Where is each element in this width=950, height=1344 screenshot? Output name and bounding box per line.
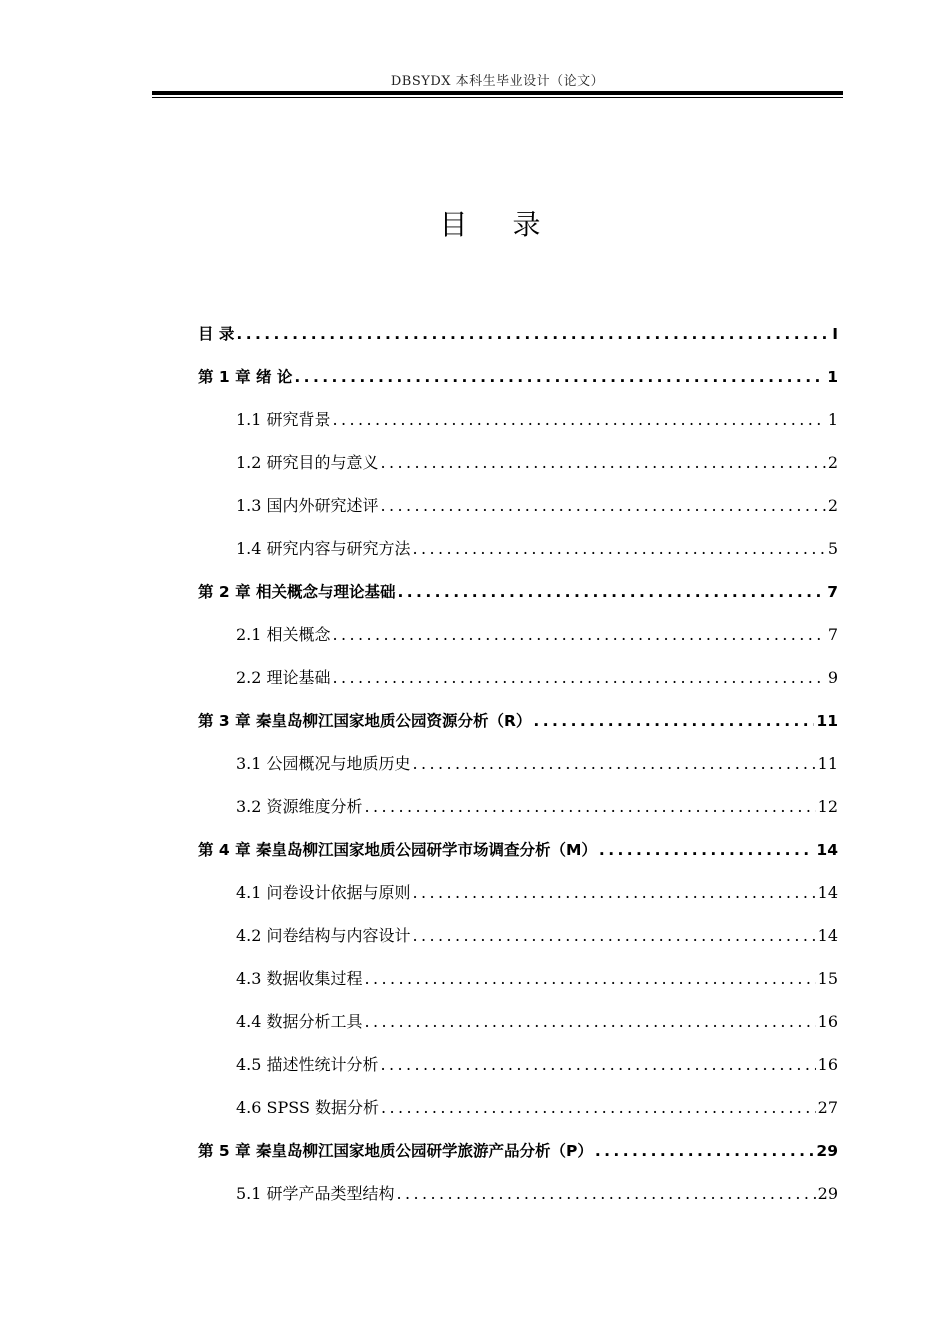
toc-entry[interactable]	[198, 924, 838, 967]
toc-dot-leader	[397, 580, 825, 604]
toc-list	[198, 322, 838, 1225]
toc-entry-label: 5.1 研学产品类型结构	[236, 1184, 395, 1203]
toc-dot-leader	[595, 1139, 815, 1163]
toc-entry[interactable]	[198, 537, 838, 580]
toc-entry[interactable]	[198, 752, 838, 795]
toc-entry-page: 1	[827, 368, 838, 386]
toc-entry-page: 12	[817, 797, 838, 816]
toc-entry-label: 4.6 SPSS 数据分析	[236, 1098, 379, 1117]
toc-dot-leader	[365, 967, 816, 991]
toc-entry[interactable]	[198, 494, 838, 537]
toc-entry[interactable]	[198, 623, 838, 666]
toc-dot-leader	[236, 322, 830, 346]
toc-entry-page: 29	[817, 1184, 838, 1203]
toc-entry[interactable]	[198, 451, 838, 494]
toc-entry-page: 9	[827, 668, 838, 687]
toc-entry-page: 11	[817, 754, 838, 773]
toc-entry[interactable]	[198, 795, 838, 838]
toc-title: 目 录	[439, 208, 559, 241]
toc-entry-label: 第 3 章 秦皇岛柳江国家地质公园资源分析（R）	[198, 712, 532, 730]
toc-entry[interactable]	[198, 1182, 838, 1225]
toc-dot-leader	[294, 365, 825, 389]
toc-entry-label: 2.2 理论基础	[236, 668, 331, 687]
toc-dot-leader	[599, 838, 815, 862]
toc-dot-leader	[397, 1182, 816, 1206]
toc-entry-label: 第 5 章 秦皇岛柳江国家地质公园研学旅游产品分析（P）	[198, 1142, 593, 1160]
toc-entry-page: 2	[827, 453, 838, 472]
toc-dot-leader	[365, 1010, 816, 1034]
toc-entry[interactable]	[198, 1139, 838, 1182]
toc-entry-page: 14	[817, 926, 838, 945]
toc-entry-label: 第 1 章 绪 论	[198, 368, 293, 386]
toc-entry-label: 4.1 问卷设计依据与原则	[236, 883, 411, 902]
toc-entry[interactable]	[198, 322, 838, 365]
toc-dot-leader	[333, 623, 826, 647]
toc-entry[interactable]	[198, 1053, 838, 1096]
toc-entry-page: 14	[816, 841, 838, 859]
toc-entry-label: 1.4 研究内容与研究方法	[236, 539, 411, 558]
toc-entry[interactable]	[198, 365, 838, 408]
toc-entry-page: 29	[816, 1142, 838, 1160]
toc-dot-leader	[413, 881, 816, 905]
toc-dot-leader	[413, 752, 816, 776]
toc-entry[interactable]	[198, 967, 838, 1010]
toc-entry-page: 7	[827, 583, 838, 601]
toc-entry[interactable]	[198, 1010, 838, 1053]
toc-entry-label: 1.1 研究背景	[236, 410, 331, 429]
toc-entry-label: 第 4 章 秦皇岛柳江国家地质公园研学市场调查分析（M）	[198, 841, 597, 859]
toc-entry-page: 5	[827, 539, 838, 558]
toc-dot-leader	[381, 494, 826, 518]
toc-entry-label: 3.1 公园概况与地质历史	[236, 754, 411, 773]
toc-entry-page: 27	[817, 1098, 838, 1117]
toc-dot-leader	[381, 1053, 816, 1077]
toc-entry-page: 11	[816, 712, 838, 730]
toc-entry[interactable]	[198, 709, 838, 752]
page-header: DBSYDX 本科生毕业设计（论文）	[390, 74, 605, 89]
toc-dot-leader	[413, 537, 826, 561]
toc-entry[interactable]	[198, 838, 838, 881]
header-rule-thin	[152, 97, 843, 98]
toc-entry-page: I	[832, 325, 838, 343]
toc-entry-label: 1.2 研究目的与意义	[236, 453, 379, 472]
toc-entry-label: 目 录	[198, 325, 235, 343]
toc-entry-label: 4.5 描述性统计分析	[236, 1055, 379, 1074]
toc-entry-label: 4.3 数据收集过程	[236, 969, 363, 988]
toc-entry-page: 7	[827, 625, 838, 644]
toc-entry-page: 14	[817, 883, 838, 902]
header-rule-thick	[152, 91, 843, 95]
toc-dot-leader	[365, 795, 816, 819]
toc-entry-label: 第 2 章 相关概念与理论基础	[198, 583, 396, 601]
toc-entry-label: 1.3 国内外研究述评	[236, 496, 379, 515]
toc-dot-leader	[381, 451, 826, 475]
toc-dot-leader	[413, 924, 816, 948]
toc-dot-leader	[533, 709, 814, 733]
toc-dot-leader	[333, 408, 826, 432]
toc-entry[interactable]	[198, 408, 838, 451]
toc-entry-label: 2.1 相关概念	[236, 625, 331, 644]
toc-entry-page: 1	[827, 410, 838, 429]
toc-entry-page: 2	[827, 496, 838, 515]
toc-entry[interactable]	[198, 1096, 838, 1139]
toc-entry[interactable]	[198, 881, 838, 924]
toc-entry[interactable]	[198, 666, 838, 709]
toc-dot-leader	[381, 1096, 816, 1120]
toc-entry[interactable]	[198, 580, 838, 623]
toc-entry-label: 4.2 问卷结构与内容设计	[236, 926, 411, 945]
toc-entry-page: 16	[817, 1012, 838, 1031]
toc-dot-leader	[333, 666, 826, 690]
toc-entry-page: 15	[817, 969, 838, 988]
toc-entry-label: 4.4 数据分析工具	[236, 1012, 363, 1031]
toc-entry-label: 3.2 资源维度分析	[236, 797, 363, 816]
toc-entry-page: 16	[817, 1055, 838, 1074]
